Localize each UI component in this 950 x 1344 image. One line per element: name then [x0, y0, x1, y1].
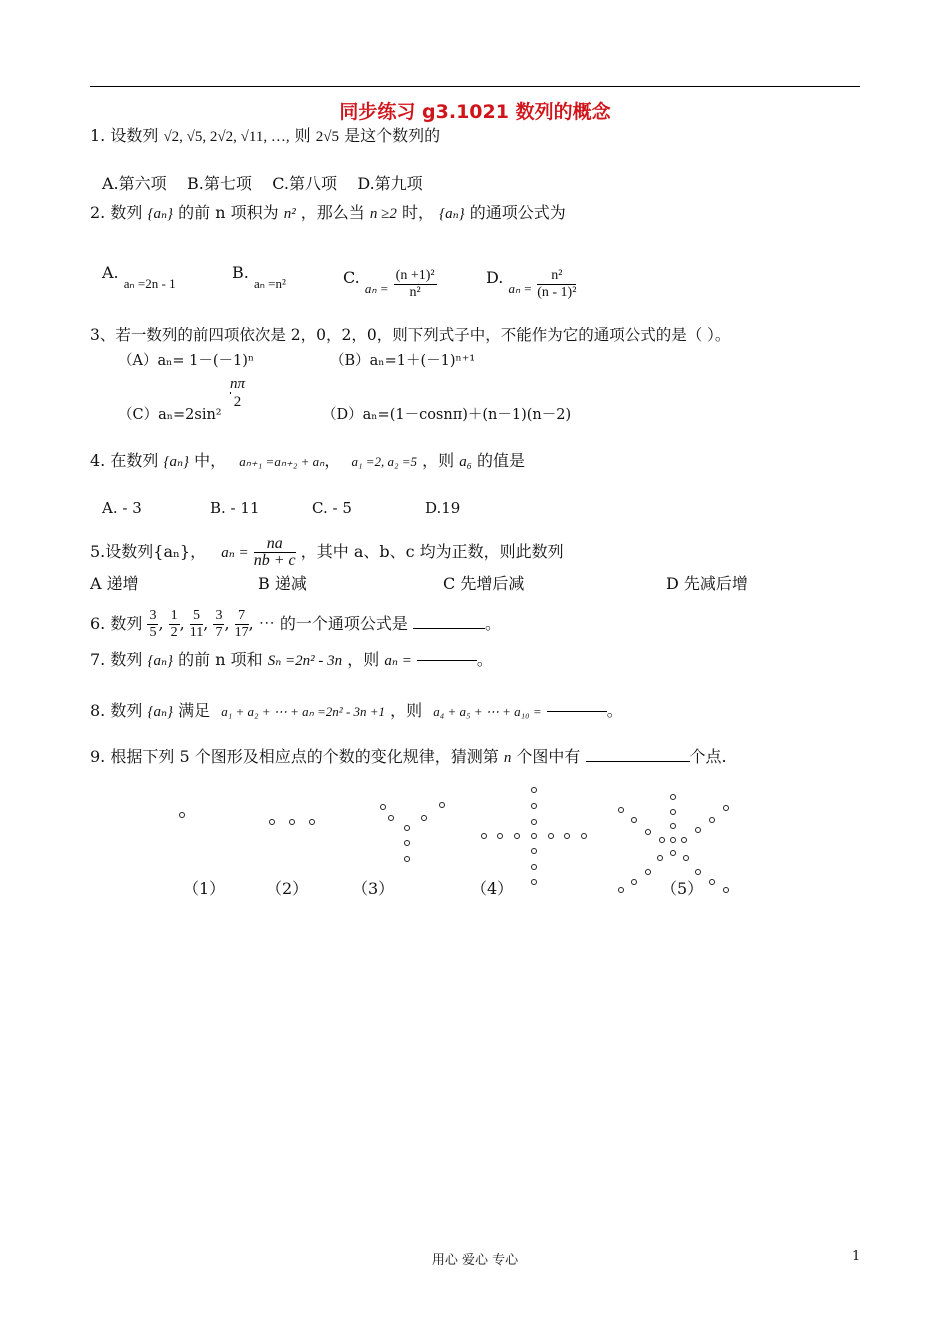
q2-choice-c-label: C. [343, 268, 360, 287]
q4-choice-b: B. - 11 [210, 499, 260, 517]
figure-dot [531, 879, 537, 885]
q1-lead: 1. 设数列 [90, 126, 159, 145]
q9-figure-label-5: （5） [661, 879, 704, 898]
q2-choice-c-an: aₙ = [364, 281, 389, 296]
figure-dot [657, 855, 663, 861]
q4-seq-symbol: {aₙ} [163, 454, 190, 470]
q1-choice-d: D.第九项 [357, 174, 423, 193]
q3-option-c-num: nπ [230, 376, 246, 392]
figure-dot [531, 833, 537, 839]
figure-dot [670, 850, 676, 856]
figure-dot [380, 804, 386, 810]
figure-dot [269, 819, 275, 825]
figure-dot [421, 815, 427, 821]
q6-frac-3-num: 5 [190, 608, 203, 625]
q6-frac-3-den: 11 [189, 625, 204, 640]
q5-choice-d: D 先减后增 [666, 574, 748, 593]
q3-option-c [118, 404, 222, 426]
q2-text-1: 的前 n 项积为 [178, 203, 279, 222]
figure-dot [670, 809, 676, 815]
q6-frac-1-den: 5 [149, 625, 157, 640]
figure-dot [709, 817, 715, 823]
q7-sum: Sₙ =2n² - 3n [267, 653, 343, 669]
q6-frac-2-den: 2 [170, 625, 178, 640]
q4-mid: 中， [194, 451, 227, 470]
q2-choice-c-fraction [394, 268, 437, 301]
q6-frac-4 [213, 608, 224, 641]
q2-choice-b [232, 262, 286, 291]
q2-choice-c [343, 262, 437, 300]
q1-tail: 是这个数列的 [344, 126, 441, 145]
question-3: 3、若一数列的前四项依次是 2，0，2，0，则下列式子中，不能作为它的通项公式的是（ ）。 [90, 326, 731, 344]
figure-dot [404, 825, 410, 831]
q2-choice-d-label: D. [486, 268, 504, 287]
figure-dot [645, 869, 651, 875]
figure-dot [659, 837, 665, 843]
figure-dot [631, 817, 637, 823]
q1-mid: 则 [294, 126, 316, 145]
figure-dot [531, 803, 537, 809]
header-rule [90, 86, 860, 87]
q2-text-3: 时， [401, 203, 434, 222]
figure-dot [179, 812, 185, 818]
figure-dot [531, 787, 537, 793]
q7-text-2: ，则 [347, 650, 380, 669]
q6-frac-2-num: 1 [170, 608, 178, 623]
q9-mid: 个图中有 [516, 747, 581, 766]
q8-end: 。 [606, 701, 623, 720]
figure-dot [645, 829, 651, 835]
q6-end: 。 [485, 614, 502, 633]
q4-recurrence: aₙ₊₁ =aₙ₊₂ + aₙ [239, 454, 325, 469]
q6-frac-4-den: 7 [215, 625, 223, 640]
q8-seq-symbol: {aₙ} [147, 704, 174, 720]
question-4: 4. 在数列 {aₙ} 中， aₙ₊₁ =aₙ₊₂ + aₙ， a₁ =2, a₂ =5 ，则 a₆ 的值是 [90, 451, 526, 470]
q2-choice-a-label: A. [102, 263, 119, 282]
q6-lead: 6. 数列 [90, 614, 143, 633]
figure-dot [514, 833, 520, 839]
q2-choice-b-formula: aₙ =n² [253, 276, 286, 291]
q1-sequence: √2, √5, 2√2, √11, …, [163, 129, 290, 145]
q1-term: 2√5 [315, 129, 339, 145]
figure-dot [309, 819, 315, 825]
q1-choice-a: A.第六项 [102, 174, 167, 193]
question-2 [90, 202, 566, 225]
figure-dot [618, 887, 624, 893]
q7-an: aₙ = [384, 653, 412, 669]
page-title: 同步练习 g3.1021 数列的概念 [339, 101, 611, 123]
q9-figure-label-1: （1） [183, 879, 226, 898]
q2-choice-a [102, 262, 176, 291]
q6-answer-blank[interactable] [413, 628, 485, 629]
figure-dot [683, 855, 689, 861]
q6-frac-4-num: 3 [215, 608, 223, 623]
q9-answer-blank[interactable] [586, 761, 690, 762]
figure-dot [670, 823, 676, 829]
figure-dot [531, 864, 537, 870]
q2-choice-d-den: (n - 1)² [537, 285, 577, 300]
q8-lead: 8. 数列 [90, 701, 143, 720]
q3-option-d: （D）aₙ=(1－cosnπ)＋(n－1)(n－2) [322, 407, 572, 423]
q7-text-1: 的前 n 项和 [178, 650, 263, 669]
q1-choices [102, 173, 423, 195]
question-8 [90, 700, 623, 723]
q6-frac-3 [190, 608, 203, 641]
q4-initial: a₁ =2, a₂ =5 [351, 454, 418, 469]
q2-choice-b-label: B. [232, 263, 249, 282]
q4-target: a₆ [459, 454, 472, 470]
q8-text-2: ，则 [390, 701, 423, 720]
figure-dot [404, 856, 410, 862]
q3-option-a: （A）aₙ= 1－(－1)ⁿ [118, 353, 255, 369]
q4-end: 的值是 [477, 451, 526, 470]
q5-fraction [254, 536, 296, 569]
q3-option-c-text: （C）aₙ=2sin² [118, 407, 222, 423]
q7-answer-blank[interactable] [417, 660, 477, 661]
q2-condition: n ≥2 [369, 206, 397, 222]
figure-dot [631, 879, 637, 885]
q2-choice-a-formula: aₙ =2n - 1 [123, 276, 176, 291]
figure-dot [531, 848, 537, 854]
q5-num: na [254, 536, 296, 553]
q2-lead: 2. 数列 [90, 203, 143, 222]
q9-figure-label-4: （4） [471, 879, 514, 898]
q9-lead: 9. 根据下列 5 个图形及相应点的个数的变化规律，猜测第 [90, 747, 499, 766]
q6-frac-5-num: 7 [235, 608, 249, 625]
figure-dot [531, 819, 537, 825]
q4-choice-c: C. - 5 [312, 499, 352, 517]
q9-n: n [503, 750, 512, 766]
q2-seq-symbol-2: {aₙ} [439, 206, 465, 222]
figure-dot [695, 869, 701, 875]
figure-dot [548, 833, 554, 839]
figure-dot [497, 833, 503, 839]
q6-frac-1-num: 3 [149, 608, 157, 623]
q5-den: nb + c [253, 552, 296, 569]
q3-option-b: （B）aₙ=1＋(－1)ⁿ⁺¹ [330, 353, 476, 369]
q2-choice-c-num: (n +1)² [395, 268, 435, 283]
q8-condition: a₁ + a₂ + ⋯ + aₙ =2n² - 3n +1 [221, 704, 386, 719]
question-6: 6. 数列 $\frac{3}{5}$ , $\frac{1}{2}$ , $\frac{5}{11}$ , $\frac{3}{7}$ , $\frac{7}{17}$ , ⋯ 的一个通项公式是 。 [90, 608, 502, 640]
question-9 [90, 746, 727, 769]
page-number: 1 [852, 1249, 861, 1264]
page-footer: 用心 爱心 专心 [431, 1253, 519, 1268]
q2-choice-c-den: n² [409, 285, 421, 300]
q6-frac-2 [169, 608, 180, 641]
q6-frac-1 [147, 608, 158, 641]
q4-choice-a: A. - 3 [102, 499, 142, 517]
q2-choice-d [486, 262, 577, 300]
q7-seq-symbol: {aₙ} [147, 653, 174, 669]
q4-lead: 4. 在数列 [90, 451, 159, 470]
question-7 [90, 649, 493, 672]
figure-dot [681, 837, 687, 843]
q2-product: n² [283, 206, 296, 222]
q9-figure-label-3: （3） [352, 879, 395, 898]
q2-choice-d-an: aₙ = [508, 281, 533, 296]
q4-choice-d: D.19 [425, 499, 461, 517]
q5-choice-b: B 递减 [258, 574, 307, 593]
figure-dot [388, 815, 394, 821]
figure-dot [439, 802, 445, 808]
figure-dot [695, 827, 701, 833]
q6-tail: 的一个通项公式是 [279, 614, 408, 633]
q5-lead: 5.设数列{aₙ}， [90, 542, 207, 561]
figure-dot [404, 840, 410, 846]
q3-option-c-fraction [228, 376, 247, 410]
q1-choice-c: C.第八项 [272, 174, 337, 193]
q2-text-4: 的通项公式为 [469, 203, 566, 222]
q5-choice-c: C 先增后减 [443, 574, 525, 593]
question-1 [90, 125, 440, 148]
figure-dot [709, 879, 715, 885]
figure-dot [581, 833, 587, 839]
q8-answer-blank[interactable] [547, 711, 607, 712]
figure-dot [564, 833, 570, 839]
q8-sum: a₄ + a₅ + ⋯ + a₁₀ = [433, 704, 542, 719]
q6-frac-5-den: 17 [234, 625, 249, 640]
q7-lead: 7. 数列 [90, 650, 143, 669]
q6-frac-5 [235, 608, 249, 641]
q3-option-c-den: 2 [233, 394, 242, 410]
figure-dot [670, 794, 676, 800]
q2-seq-symbol: {aₙ} [147, 206, 174, 222]
q7-end: 。 [476, 650, 493, 669]
question-5 [90, 536, 564, 569]
figure-dot [670, 837, 676, 843]
q2-choice-d-fraction [537, 268, 576, 301]
q9-end: 个点. [689, 747, 727, 766]
figure-dot [618, 807, 624, 813]
q2-choice-d-num: n² [537, 268, 576, 285]
q5-choice-a: A 递增 [90, 574, 139, 593]
figure-dot [289, 819, 295, 825]
figure-dot [723, 805, 729, 811]
q4-tail: ，则 [422, 451, 455, 470]
q5-an: aₙ = [221, 545, 249, 561]
q9-figure-label-2: （2） [266, 879, 309, 898]
q5-tail: ，其中 a、b、c 均为正数，则此数列 [300, 542, 564, 561]
q2-text-2: ，那么当 [300, 203, 365, 222]
q8-text-1: 满足 [178, 701, 211, 720]
q1-choice-b: B.第七项 [187, 174, 252, 193]
figure-dot [481, 833, 487, 839]
figure-dot [723, 887, 729, 893]
